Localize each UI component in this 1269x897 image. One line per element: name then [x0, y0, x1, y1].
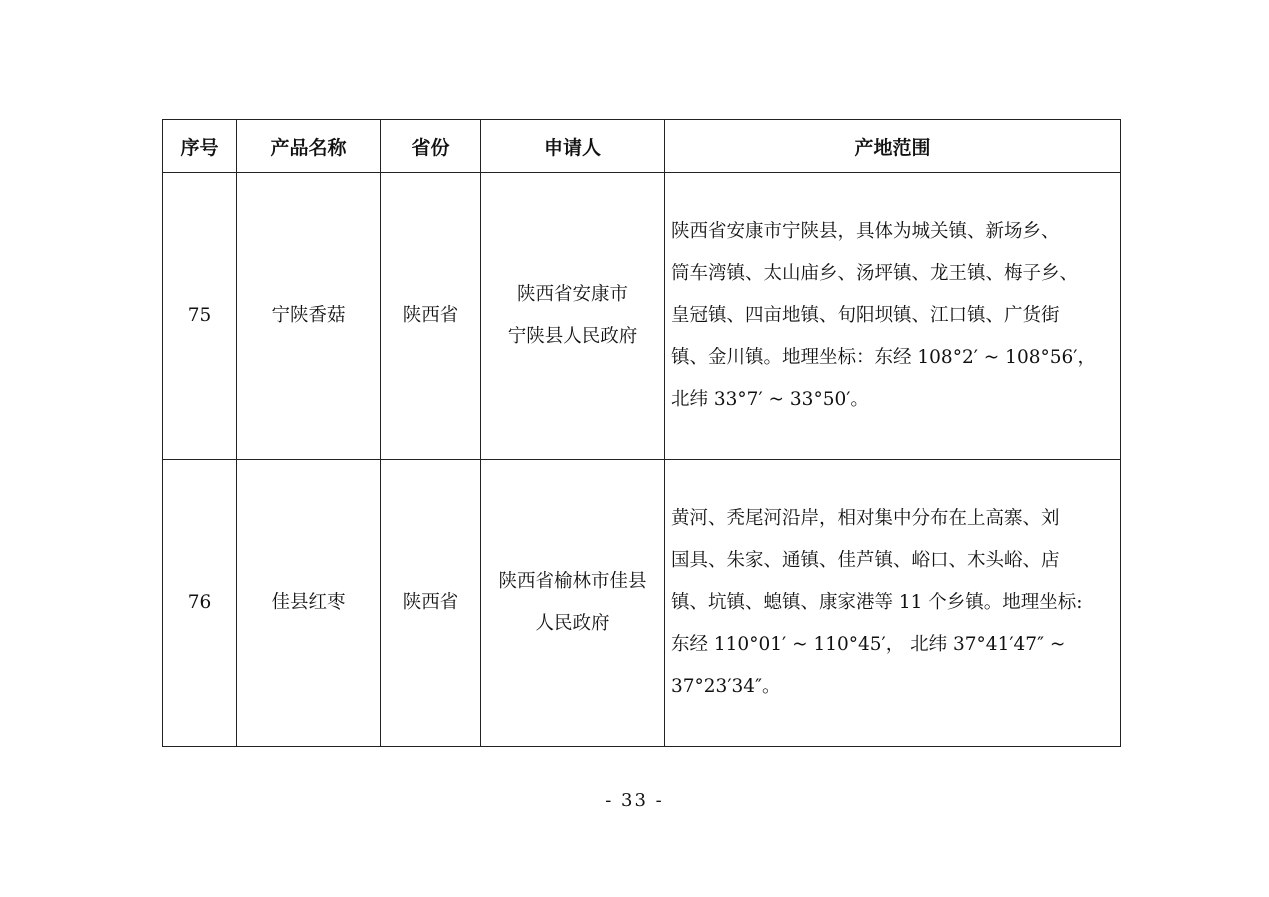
scope-line: 镇、坑镇、螅镇、康家港等 11 个乡镇。地理坐标:: [671, 592, 1083, 613]
cell-origin-scope: [665, 460, 1121, 747]
cell-applicant: [481, 173, 665, 460]
cell-product-name: 宁陕香菇: [237, 173, 381, 460]
applicant-line: 宁陕县人民政府: [507, 326, 638, 347]
cell-origin-scope: [665, 173, 1121, 460]
scope-line: 黄河、秃尾河沿岸，相对集中分布在上高寨、刘: [671, 508, 1060, 529]
cell-applicant: [481, 460, 665, 747]
cell-index: 75: [163, 173, 237, 460]
scope-line: 筒车湾镇、太山庙乡、汤坪镇、龙王镇、梅子乡、: [671, 263, 1079, 284]
header-product-name: 产品名称: [237, 120, 381, 173]
cell-index: 76: [163, 460, 237, 747]
scope-line: 东经 110°01′ ~ 110°45′， 北纬 37°41′47″ ~: [671, 634, 1066, 655]
cell-product-name: 佳县红枣: [237, 460, 381, 747]
table-row: [163, 460, 1121, 747]
header-index: 序号: [163, 120, 237, 173]
applicant-line: 人民政府: [535, 613, 610, 634]
header-province: 省份: [381, 120, 481, 173]
scope-line: 国具、朱家、通镇、佳芦镇、峪口、木头峪、店: [671, 550, 1060, 571]
scope-line: 37°23′34″。: [671, 676, 781, 697]
header-applicant: 申请人: [481, 120, 665, 173]
product-table: [162, 119, 1121, 747]
cell-province: 陕西省: [381, 460, 481, 747]
scope-line: 镇、金川镇。地理坐标：东经 108°2′ ~ 108°56′，: [671, 347, 1096, 368]
scope-line: 皇冠镇、四亩地镇、旬阳坝镇、江口镇、广货街: [671, 305, 1060, 326]
scope-line: 北纬 33°7′ ~ 33°50′。: [671, 389, 869, 410]
header-origin-scope: 产地范围: [665, 120, 1121, 173]
scope-line: 陕西省安康市宁陕县，具体为城关镇、新场乡、: [671, 221, 1060, 242]
applicant-line: 陕西省榆林市佳县: [498, 571, 647, 592]
table-header-row: [163, 120, 1121, 173]
cell-province: 陕西省: [381, 173, 481, 460]
table-row: [163, 173, 1121, 460]
page-number: - 33 -: [605, 790, 664, 811]
applicant-line: 陕西省安康市: [516, 284, 628, 305]
